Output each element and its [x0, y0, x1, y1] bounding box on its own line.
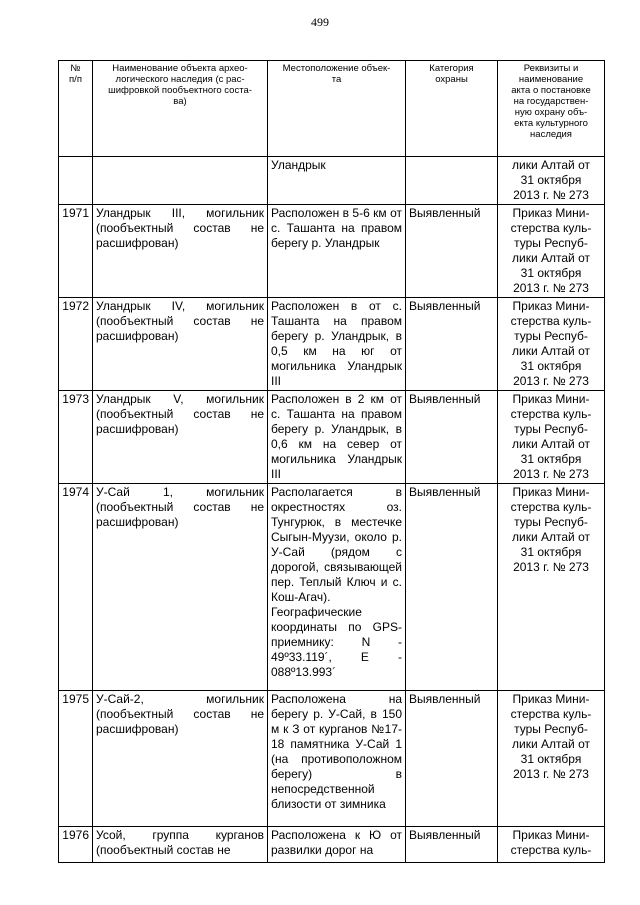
page-number: 499: [311, 15, 329, 29]
row-location: Расположен в от с. Ташанта на правом берегу р. Уландрык, в 0,5 км на юг от могильника Уландрык III: [268, 298, 406, 391]
row-category: Выявленный: [406, 298, 498, 391]
row-name: Уландрык V, могильник (пообъектный состав не расшифрован): [93, 391, 268, 484]
row-category: Выявленный: [406, 391, 498, 484]
table-row: [59, 827, 605, 863]
header-num: № п/п: [59, 61, 93, 157]
row-location: Уландрык: [268, 157, 406, 205]
row-num: 1976: [59, 827, 93, 863]
row-num: 1972: [59, 298, 93, 391]
row-act: Приказ Мини- стерства куль- туры Респуб- лики Алтай от 31 октября 2013 г. № 273: [498, 205, 605, 298]
row-num: 1974: [59, 484, 93, 691]
row-location: Расположен в 2 км от с. Ташанта на правом берегу р. Уландрык, в 0,6 км на север от могильника Уландрык III: [268, 391, 406, 484]
row-act: Приказ Мини- стерства куль- туры Респуб- лики Алтай от 31 октября 2013 г. № 273: [498, 691, 605, 827]
row-num: 1971: [59, 205, 93, 298]
table-row: [59, 157, 605, 205]
table-row: [59, 391, 605, 484]
row-num: 1973: [59, 391, 93, 484]
row-act: Приказ Мини- стерства куль- туры Респуб- лики Алтай от 31 октября 2013 г. № 273: [498, 391, 605, 484]
row-act: Приказ Мини- стерства куль- туры Респуб- лики Алтай от 31 октября 2013 г. № 273: [498, 298, 605, 391]
row-category: Выявленный: [406, 827, 498, 863]
row-name: [93, 157, 268, 205]
table-row: [59, 484, 605, 691]
row-location: Расположена к Ю от развилки дорог на: [268, 827, 406, 863]
row-category: [406, 157, 498, 205]
row-location: Расположена на берегу р. У-Сай, в 150 м к З от курганов №17-18 памятника У-Сай 1 (на противоположном берегу) в непосредственной близости от зимника: [268, 691, 406, 827]
row-num: [59, 157, 93, 205]
row-act: лики Алтай от 31 октября 2013 г. № 273: [498, 157, 605, 205]
row-num: 1975: [59, 691, 93, 827]
header-category: Категория охраны: [406, 61, 498, 157]
row-name: Усой, группа курганов (пообъектный состав не: [93, 827, 268, 863]
row-name: Уландрык IV, могильник (пообъектный состав не расшифрован): [93, 298, 268, 391]
row-location: Расположен в 5-6 км от с. Ташанта на правом берегу р. Уландрык: [268, 205, 406, 298]
row-act: Приказ Мини- стерства куль-: [498, 827, 605, 863]
table-row: [59, 205, 605, 298]
table-row: [59, 298, 605, 391]
header-location: Местоположение объек- та: [268, 61, 406, 157]
row-name: У-Сай 1, могильник (пообъектный состав не расшифрован): [93, 484, 268, 691]
header-name: Наименование объекта архео- логического наследия (с рас- шифровкой пообъектного соста- ва): [93, 61, 268, 157]
table-row: [59, 691, 605, 827]
header-act: Реквизиты и наименование акта о постановке на государствен- ную охрану объ- екта культурного наследия: [498, 61, 605, 157]
row-act: Приказ Мини- стерства куль- туры Респуб- лики Алтай от 31 октября 2013 г. № 273: [498, 484, 605, 691]
row-name: Уландрык III, могильник (пообъектный состав не расшифрован): [93, 205, 268, 298]
row-category: Выявленный: [406, 205, 498, 298]
heritage-registry-table: [58, 60, 605, 863]
row-name: У-Сай-2, могильник (пообъектный состав не расшифрован): [93, 691, 268, 827]
row-category: Выявленный: [406, 691, 498, 827]
row-location: Располагается в окрестностях оз. Тунгурюк, в местечке Сыгын-Муузи, около р. У-Сай (рядом с дорогой, связывающей пер. Теплый Ключ и с. Кош-Агач). Географические координаты по GPS-приемнику: N - 49º33.119´, E - 088º13.993´: [268, 484, 406, 691]
row-category: Выявленный: [406, 484, 498, 691]
table-header-row: [59, 61, 605, 157]
